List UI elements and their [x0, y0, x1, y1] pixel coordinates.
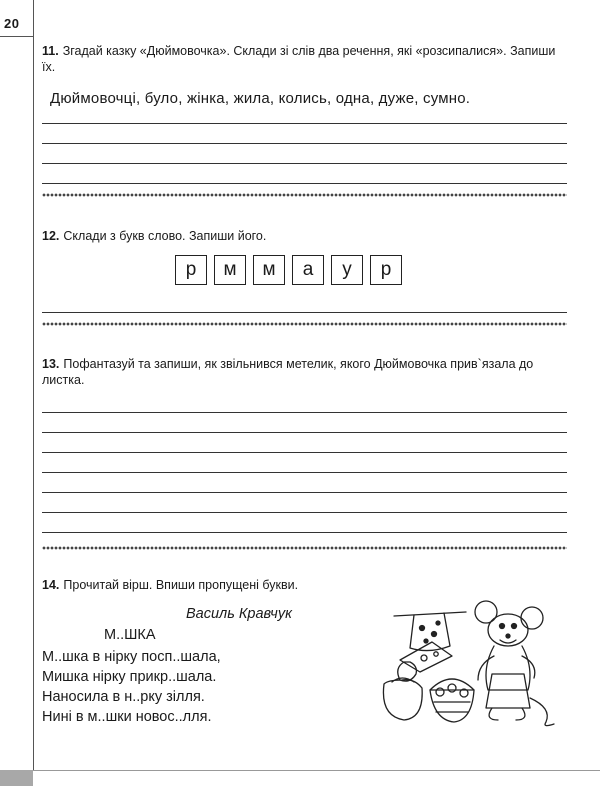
task-14-text: Прочитай вірш. Впиши пропущені букви. — [63, 578, 299, 592]
task-11-number: 11. — [42, 44, 59, 58]
bottom-corner-tab — [0, 770, 33, 786]
poem-line: Мишка нірку прикр..шала. — [42, 669, 217, 685]
letter-tile: а — [292, 255, 324, 285]
page-bottom-rule — [33, 770, 600, 771]
mouse-with-sacks-illustration — [374, 598, 564, 728]
page-number-rule — [0, 36, 33, 37]
writing-line[interactable] — [42, 163, 567, 164]
letter-tile: р — [175, 255, 207, 285]
writing-line[interactable] — [42, 412, 567, 413]
writing-line[interactable] — [42, 143, 567, 144]
task-13-prompt — [42, 356, 567, 388]
poem-line: Наносила в н..рку зілля. — [42, 689, 205, 705]
task-12-prompt — [42, 228, 266, 244]
letter-tile: р — [370, 255, 402, 285]
section-divider — [42, 321, 567, 327]
poem-line: Нині в м..шки новос..лля. — [42, 709, 212, 725]
letter-tile: м — [214, 255, 246, 285]
section-divider — [42, 545, 567, 551]
task-12-number: 12. — [42, 229, 60, 243]
writing-line[interactable] — [42, 312, 567, 313]
section-divider — [42, 192, 567, 198]
page-number: 20 — [4, 16, 20, 31]
writing-line[interactable] — [42, 532, 567, 533]
task-11-text: Згадай казку «Дюймовочка». Склади зі слів два речення, які «розсипалися». Запиши їх. — [42, 44, 556, 74]
task-11-prompt — [42, 43, 567, 75]
writing-line[interactable] — [42, 432, 567, 433]
writing-line[interactable] — [42, 512, 567, 513]
poem-title: М..ШКА — [104, 627, 156, 643]
letter-tile: у — [331, 255, 363, 285]
writing-line[interactable] — [42, 183, 567, 184]
writing-line[interactable] — [42, 452, 567, 453]
task-14-number: 14. — [42, 578, 60, 592]
task-11-scrambled-words: Дюймовочці, було, жінка, жила, колись, одна, дуже, сумно. — [50, 90, 471, 107]
writing-line[interactable] — [42, 472, 567, 473]
task-12-text: Склади з букв слово. Запиши його. — [63, 229, 267, 243]
letter-tile: м — [253, 255, 285, 285]
poem-author: Василь Кравчук — [186, 606, 292, 622]
task-13-number: 13. — [42, 357, 60, 371]
left-margin-rule — [33, 0, 34, 770]
letter-tiles — [175, 255, 402, 285]
writing-line[interactable] — [42, 492, 567, 493]
task-14-prompt — [42, 577, 298, 593]
task-13-text: Пофантазуй та запиши, як звільнився метелик, якого Дюймовочка прив`язала до листка. — [42, 357, 534, 387]
poem-line: М..шка в нірку посп..шала, — [42, 649, 221, 665]
writing-line[interactable] — [42, 123, 567, 124]
